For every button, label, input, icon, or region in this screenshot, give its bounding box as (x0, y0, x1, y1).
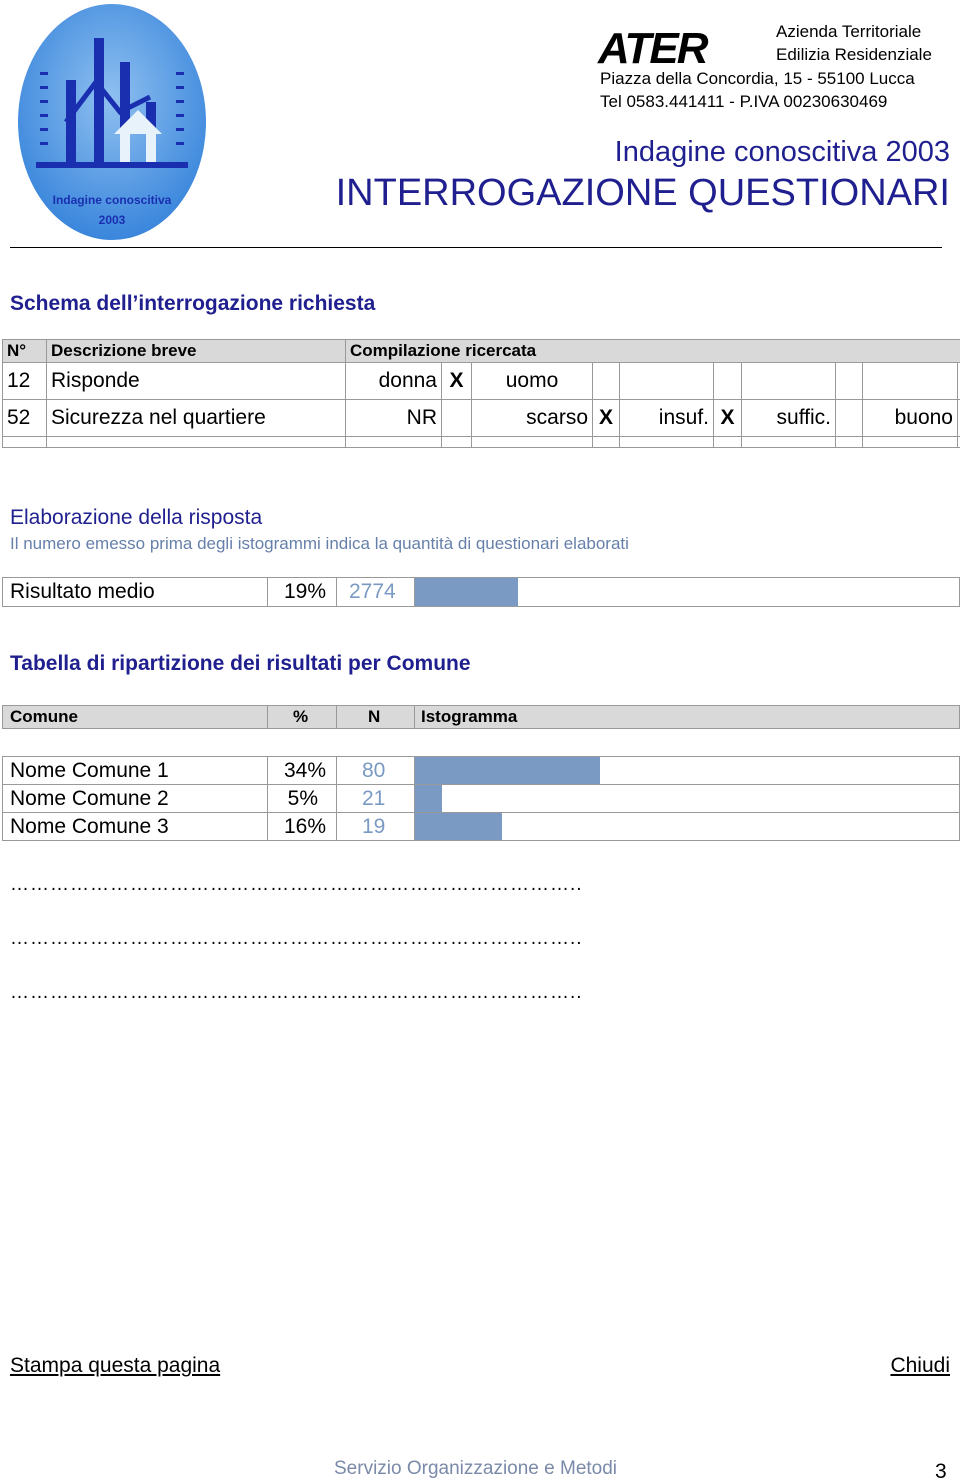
col-header-compilazione: Compilazione ricercata (346, 340, 960, 363)
risultato-medio-row (2, 577, 960, 607)
risultato-label: Risultato medio (10, 578, 155, 606)
empty-cell (714, 363, 742, 400)
schema-header-row (3, 340, 960, 363)
comune-percent: 16% (268, 813, 326, 840)
option-label: NR (346, 400, 442, 437)
ellipsis-line: ………………………………………………………………………….. (10, 982, 583, 1004)
page-number: 3 (935, 1460, 947, 1484)
empty-cell (863, 363, 958, 400)
comune-name: Nome Comune 1 (10, 757, 169, 784)
col-header-percent: % (293, 706, 308, 728)
option-label: buono (863, 400, 958, 437)
ellipsis-line: ………………………………………………………………………….. (10, 874, 583, 896)
comune-bar (415, 813, 502, 840)
option-label: uomo (472, 363, 593, 400)
empty-cell (620, 363, 714, 400)
risultato-count: 2774 (349, 578, 396, 606)
ellipsis-line: ………………………………………………………………………….. (10, 928, 583, 950)
comune-name: Nome Comune 2 (10, 785, 169, 812)
comune-bar (415, 785, 442, 812)
option-mark (442, 400, 472, 437)
col-header-comune: Comune (10, 706, 78, 728)
footer-text: Servizio Organizzazione e Metodi (334, 1458, 617, 1480)
row-description: Sicurezza nel quartiere (47, 400, 346, 437)
svg-text:2003: 2003 (99, 213, 126, 227)
table-row (2, 812, 960, 841)
company-line2: Edilizia Residenziale (776, 45, 932, 65)
table-row (2, 756, 960, 785)
empty-cell (836, 363, 863, 400)
comune-percent: 5% (268, 785, 318, 812)
divider (10, 247, 942, 248)
elaborazione-heading: Elaborazione della risposta (10, 506, 262, 530)
option-mark: X (442, 363, 472, 400)
company-header (598, 22, 946, 114)
print-page-link[interactable]: Stampa questa pagina (10, 1354, 220, 1378)
option-mark (593, 363, 620, 400)
empty-cell (742, 363, 836, 400)
schema-table (2, 339, 960, 448)
row-description: Risponde (47, 363, 346, 400)
svg-text:Indagine conoscitiva: Indagine conoscitiva (53, 193, 172, 207)
company-brand: ATER (598, 24, 707, 74)
company-address: Piazza della Concordia, 15 - 55100 Lucca (600, 69, 915, 89)
comune-name: Nome Comune 3 (10, 813, 169, 840)
table-row (3, 400, 960, 437)
option-label: suffic. (742, 400, 836, 437)
option-mark: X (593, 400, 620, 437)
spacer-row (3, 437, 960, 448)
col-header-istogramma: Istogramma (421, 706, 517, 728)
col-header-desc: Descrizione breve (47, 340, 346, 363)
survey-logo (16, 2, 208, 242)
table-row (2, 784, 960, 813)
ripartizione-header-row (2, 705, 960, 729)
risultato-bar (415, 578, 518, 606)
schema-heading: Schema dell’interrogazione richiesta (10, 292, 375, 316)
risultato-percent: 19% (268, 578, 326, 606)
option-label: insuf. (620, 400, 714, 437)
comune-count: 21 (362, 785, 385, 812)
comune-count: 19 (362, 813, 385, 840)
comune-count: 80 (362, 757, 385, 784)
row-number: 12 (3, 363, 47, 400)
row-number: 52 (3, 400, 47, 437)
col-header-n: N° (3, 340, 47, 363)
comune-bar (415, 757, 600, 784)
bar-chart-house-icon (16, 2, 208, 242)
comune-percent: 34% (268, 757, 326, 784)
option-mark (836, 400, 863, 437)
option-label: scarso (472, 400, 593, 437)
close-link[interactable]: Chiudi (890, 1354, 950, 1378)
ripartizione-heading: Tabella di ripartizione dei risultati per Comune (10, 652, 471, 676)
company-line1: Azienda Territoriale (776, 22, 921, 42)
option-label: donna (346, 363, 442, 400)
elaborazione-note: Il numero emesso prima degli istogrammi indica la quantità di questionari elaborati (10, 534, 629, 554)
option-mark: X (714, 400, 742, 437)
page-title: INTERROGAZIONE QUESTIONARI (336, 172, 950, 215)
col-header-n: N (368, 706, 380, 728)
table-row (3, 363, 960, 400)
company-phone: Tel 0583.441411 - P.IVA 00230630469 (600, 92, 887, 112)
page-subtitle: Indagine conoscitiva 2003 (615, 136, 950, 169)
